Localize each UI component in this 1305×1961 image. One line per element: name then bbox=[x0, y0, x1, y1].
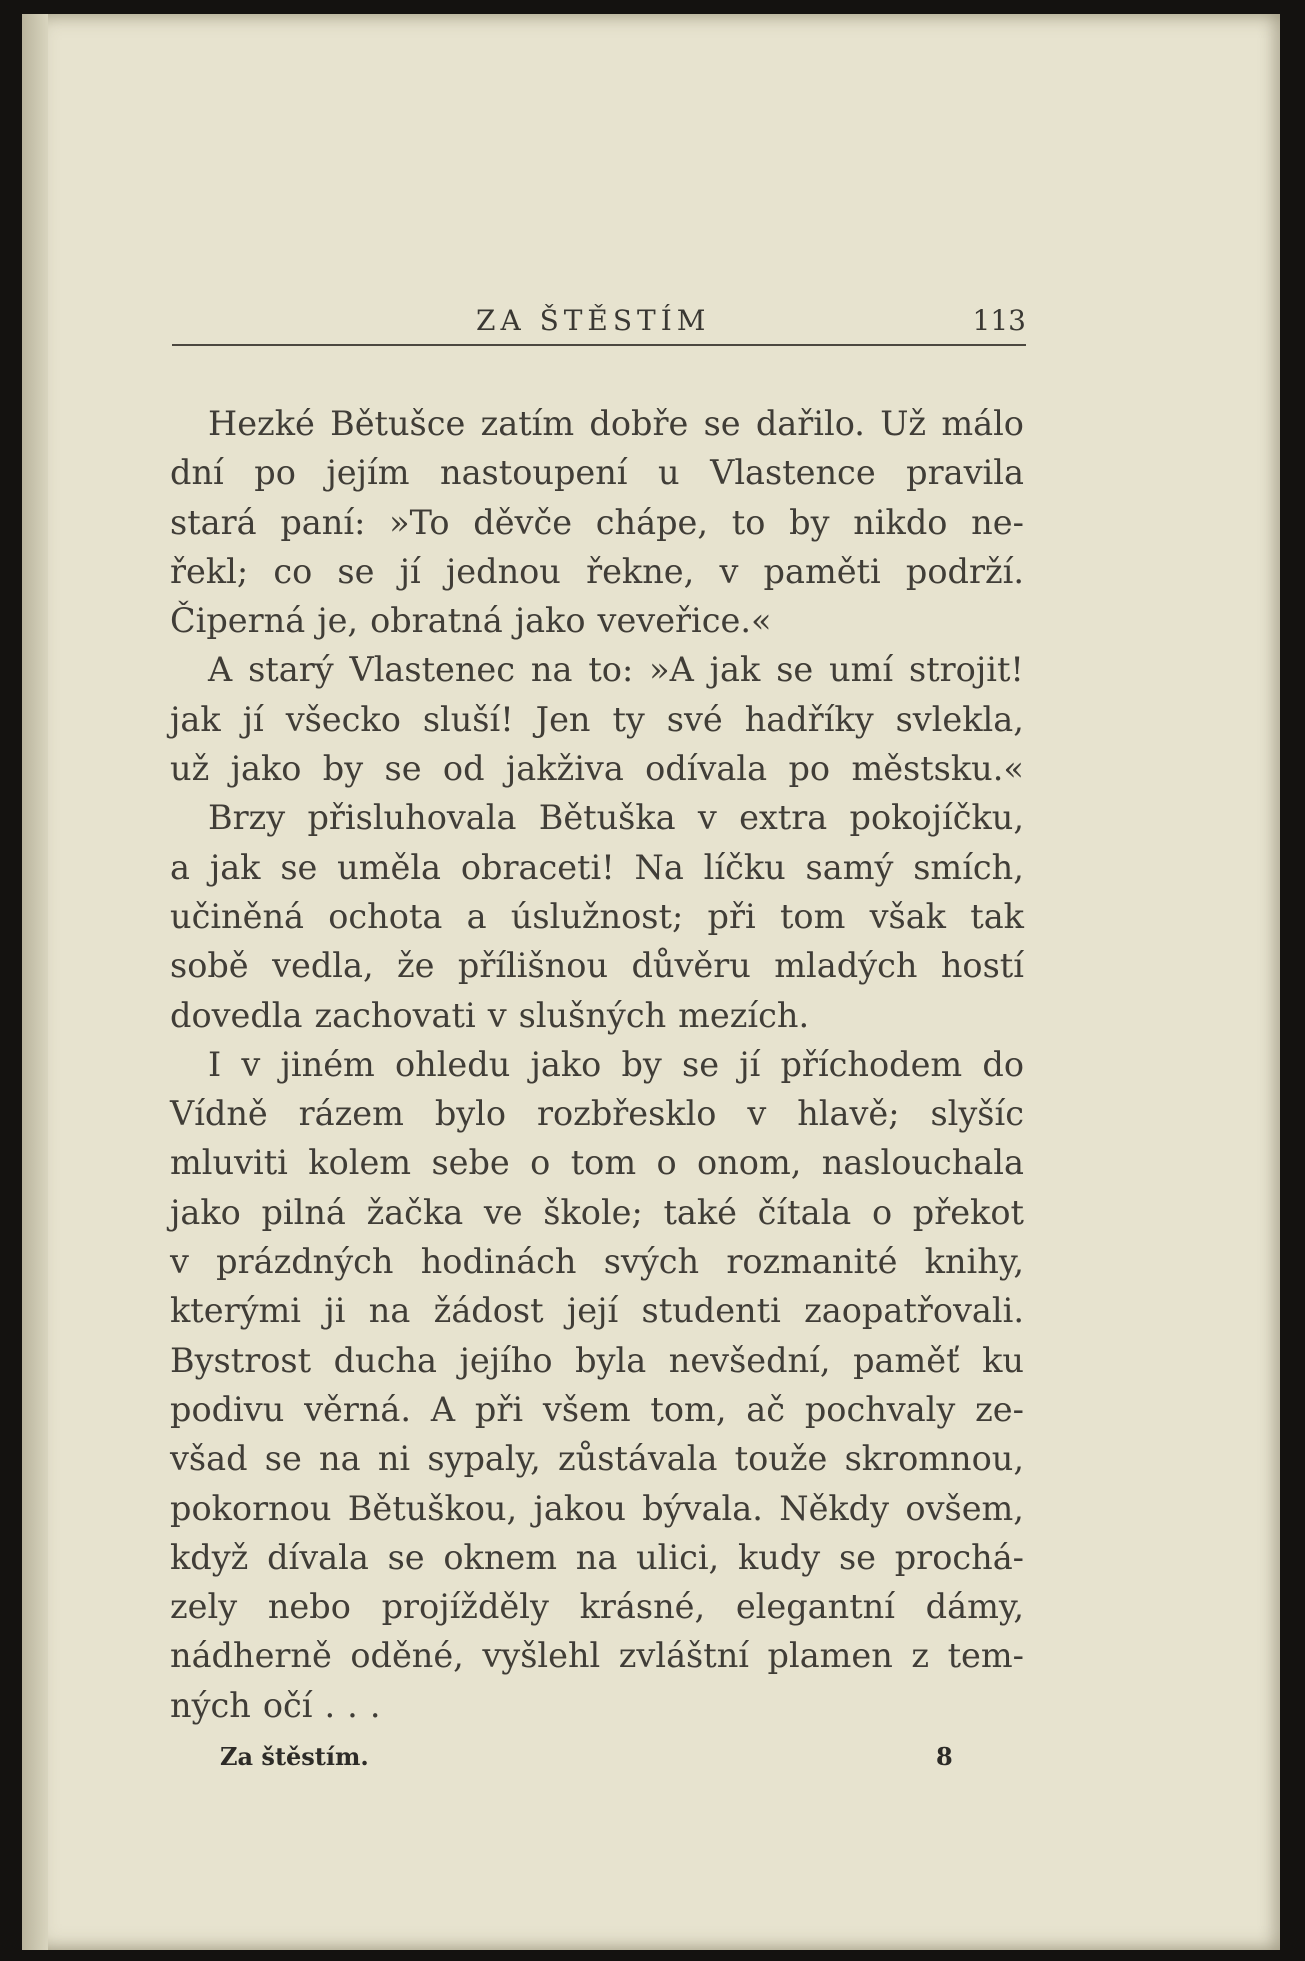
footer-book-title: Za štěstím. bbox=[220, 1742, 369, 1771]
text-line: už jako by se od jakživa odívala po městsku.« bbox=[170, 749, 1024, 789]
text-line: Hezké Bětušce zatím dobře se dařilo. Už málo bbox=[208, 404, 1024, 443]
text-line: I v jiném ohledu jako by se jí příchodem do bbox=[208, 1044, 1024, 1084]
text-line: učiněná ochota a úslužnost; při tom však tak bbox=[170, 896, 1024, 936]
page-binding-shadow bbox=[22, 14, 48, 1950]
text-line: podivu věrná. A při všem tom, ač pochvaly ze- bbox=[170, 1389, 1024, 1429]
text-line: ných očí . . . bbox=[170, 1685, 381, 1725]
text-line: dovedla zachovati v slušných mezích. bbox=[170, 995, 810, 1035]
page-number: 113 bbox=[972, 304, 1026, 337]
signature-mark: 8 bbox=[936, 1742, 953, 1771]
text-line: když dívala se oknem na ulici, kudy se prochá- bbox=[170, 1537, 1024, 1577]
text-line: všad se na ni sypaly, zůstávala touže skromnou, bbox=[170, 1439, 1024, 1479]
body-text bbox=[170, 399, 1024, 1730]
text-line: řekl; co se jí jednou řekne, v paměti podrží. bbox=[170, 551, 1024, 591]
text-line: stará paní: »To děvče chápe, to by nikdo ne- bbox=[170, 502, 1024, 542]
text-line: Čiperná je, obratná jako veveřice.« bbox=[170, 601, 772, 641]
text-line: pokornou Bětuškou, jakou bývala. Někdy ovšem, bbox=[170, 1488, 1024, 1528]
text-line: mluviti kolem sebe o tom o onom, naslouchala bbox=[170, 1143, 1024, 1183]
text-line: sobě vedla, že přílišnou důvěru mladých hostí bbox=[170, 946, 1024, 986]
book-page bbox=[22, 14, 1280, 1950]
running-title: ZA ŠTĚSTÍM bbox=[476, 304, 711, 337]
text-line: zely nebo projížděly krásné, elegantní dámy, bbox=[170, 1587, 1024, 1627]
text-line: jak jí všecko sluší! Jen ty své hadříky svlekla, bbox=[170, 699, 1024, 739]
text-line: Vídně rázem bylo rozbřesklo v hlavě; slyšíc bbox=[170, 1094, 1024, 1134]
text-line: kterými ji na žádost její studenti zaopatřovali. bbox=[170, 1291, 1024, 1331]
text-line: A starý Vlastenec na to: »A jak se umí strojit! bbox=[208, 650, 1024, 690]
text-line: nádherně oděné, vyšlehl zvláštní plamen z tem- bbox=[170, 1636, 1024, 1676]
text-line: Bystrost ducha jejího byla nevšední, paměť ku bbox=[170, 1340, 1024, 1380]
page-header bbox=[172, 304, 1026, 346]
text-line: jako pilná žačka ve škole; také čítala o překot bbox=[170, 1192, 1024, 1232]
text-line: v prázdných hodinách svých rozmanité knihy, bbox=[170, 1242, 1024, 1282]
text-line: Brzy přisluhovala Bětuška v extra pokojíčku, bbox=[208, 798, 1024, 838]
text-line: a jak se uměla obraceti! Na líčku samý smích, bbox=[170, 847, 1024, 887]
text-line: dní po jejím nastoupení u Vlastence pravila bbox=[170, 453, 1024, 493]
